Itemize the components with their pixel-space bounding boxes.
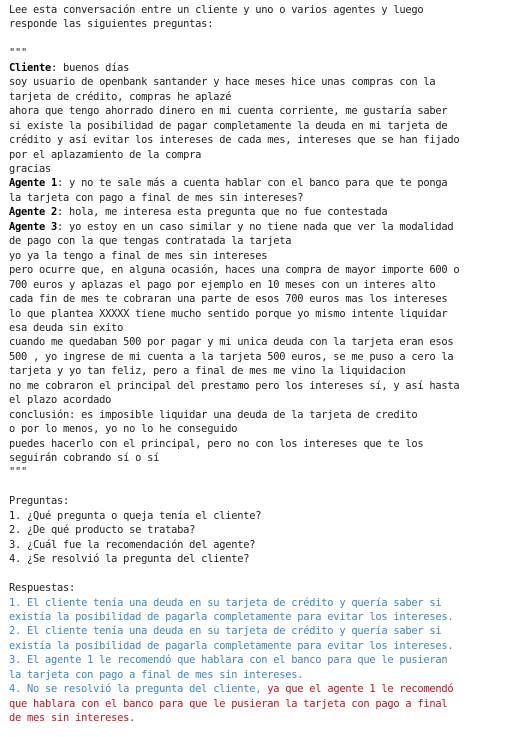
message-text: lo que plantea XXXXX tiene mucho sentido porque yo mismo intente liquidar <box>9 307 448 320</box>
question-3: 3. ¿Cuál fue la recomendación del agente? <box>9 538 256 551</box>
message-text: ahora que tengo ahorrado dinero en mi cuenta corriente, me gustaría saber <box>9 105 448 118</box>
message-text: tarjeta de crédito, compras he aplazé <box>9 90 232 103</box>
conversation-line <box>9 364 518 378</box>
spacer <box>9 480 518 494</box>
answer-2-line-2: existía la posibilidad de pagarla completamente para evitar los intereses. <box>9 639 454 652</box>
message-text: no me cobraron el principal del prestamo pero los intereses sí, y así hasta <box>9 379 460 392</box>
answers-heading: Respuestas: <box>9 582 76 595</box>
conversation-line <box>9 205 518 219</box>
message-text: puedes hacerlo con el principal, pero no con los intereses que te los <box>9 437 424 450</box>
conversation-line <box>9 61 518 75</box>
conversation-line <box>9 393 518 407</box>
conversation-line <box>9 148 518 162</box>
conversation-line <box>9 90 518 104</box>
message-text: tarjeta y yo tan feliz, pero a final de mes me vino la liquidacion <box>9 365 406 378</box>
message-text: : y no te sale más a cuenta hablar con el banco para que te ponga <box>57 177 448 190</box>
answer-3-line-2: la tarjeta con pago a final de mes sin intereses. <box>9 668 304 681</box>
conversation-line <box>9 292 518 306</box>
conversation-line <box>9 278 518 292</box>
conversation-line <box>9 133 518 147</box>
questions-heading: Preguntas: <box>9 495 70 508</box>
intro-line-1: Lee esta conversación entre un cliente y uno o varios agentes y luego <box>9 4 424 16</box>
message-text: 700 euros y aplazas el pago por ejemplo en 10 meses con un interes alto <box>9 278 436 291</box>
answer-4-line-1 <box>9 682 518 696</box>
message-text: cada fin de mes te cobraran una parte de esos 700 euros mas los intereses <box>9 293 448 306</box>
conversation-line <box>9 335 518 349</box>
message-text: cuando me quedaban 500 por pagar y mi unica deuda con la tarjeta eran esos <box>9 336 454 349</box>
message-text: por el aplazamiento de la compra <box>9 148 202 161</box>
question-4: 4. ¿Se resolvió la pregunta del cliente? <box>9 553 250 566</box>
answer-4-blue-part: 4. No se resolvió la pregunta del cliente, <box>9 683 262 696</box>
answer-4-line-3: de mes sin intereses. <box>9 712 136 725</box>
answer-2-line-1: 2. El cliente tenía una deuda en su tarjeta de crédito y quería saber si <box>9 625 442 638</box>
spacer <box>9 32 518 46</box>
message-text: : hola, me interesa esta pregunta que no fue contestada <box>57 206 388 219</box>
speaker-label: Cliente <box>9 61 52 74</box>
conversation-line <box>9 191 518 205</box>
message-text: esa deuda sin exito <box>9 321 124 334</box>
message-text: el plazo acordado <box>9 394 112 407</box>
answer-1-line-2: existía la posibilidad de pagarla completamente para evitar los intereses. <box>9 610 454 623</box>
conversation-line <box>9 176 518 190</box>
conversation-line <box>9 249 518 263</box>
speaker-label: Agente 3 <box>9 220 58 233</box>
answer-4-red-part: ya que el agente 1 le recomendó <box>261 683 454 696</box>
message-text: yo ya la tengo a final de mes sin intereses <box>9 249 268 262</box>
message-text: crédito y así evitar los intereses de cada mes, intereses que se han fijado <box>9 134 460 147</box>
conversation-line <box>9 104 518 118</box>
message-text: o por lo menos, yo no lo he conseguido <box>9 423 238 436</box>
conversation-line <box>9 422 518 436</box>
message-text: de pago con la que tengas contratada la tarjeta <box>9 235 292 248</box>
intro-line-2: responde las siguientes preguntas: <box>9 18 214 31</box>
message-text: 500 , yo ingrese de mi cuenta a la tarjeta 500 euros, se me puso a cero la <box>9 350 454 363</box>
message-text: : yo estoy en un caso similar y no tiene nada que ver la modalidad <box>57 220 454 233</box>
message-text: si existe la posibilidad de pagar completamente la deuda en mi tarjeta de <box>9 119 448 132</box>
message-text: seguirán cobrando sí o sí <box>9 452 160 465</box>
conversation-line <box>9 379 518 393</box>
conversation-line <box>9 307 518 321</box>
conversation-line <box>9 162 518 176</box>
quote-open: """ <box>9 47 28 60</box>
conversation-line <box>9 408 518 422</box>
message-text: la tarjeta con pago a final de mes sin intereses? <box>9 191 304 204</box>
conversation-line <box>9 119 518 133</box>
conversation-line <box>9 263 518 277</box>
conversation-line <box>9 220 518 234</box>
message-text: soy usuario de openbank santander y hace meses hice unas compras con la <box>9 76 436 89</box>
message-text: gracias <box>9 162 52 175</box>
conversation-line <box>9 451 518 465</box>
conversation-line <box>9 75 518 89</box>
question-1: 1. ¿Qué pregunta o queja tenía el cliente? <box>9 509 262 522</box>
speaker-label: Agente 2 <box>9 206 58 219</box>
message-text: pero ocurre que, en alguna ocasión, haces una compra de mayor importe 600 o <box>9 264 460 277</box>
spacer <box>9 567 518 581</box>
quote-close: """ <box>9 466 28 479</box>
message-text: : buenos días <box>51 61 130 74</box>
message-text: conclusión: es imposible liquidar una deuda de la tarjeta de credito <box>9 408 418 421</box>
question-2: 2. ¿De qué producto se trataba? <box>9 524 196 537</box>
conversation-line <box>9 350 518 364</box>
speaker-label: Agente 1 <box>9 177 58 190</box>
conversation-line <box>9 321 518 335</box>
answer-3-line-1: 3. El agente 1 le recomendó que hablara con el banco para que le pusieran <box>9 654 448 667</box>
conversation-block <box>9 61 518 466</box>
answer-1-line-1: 1. El cliente tenía una deuda en su tarjeta de crédito y quería saber si <box>9 596 442 609</box>
answer-4-line-2: que hablara con el banco para que le pusieran la tarjeta con pago a final <box>9 697 448 710</box>
conversation-line <box>9 437 518 451</box>
conversation-line <box>9 234 518 248</box>
